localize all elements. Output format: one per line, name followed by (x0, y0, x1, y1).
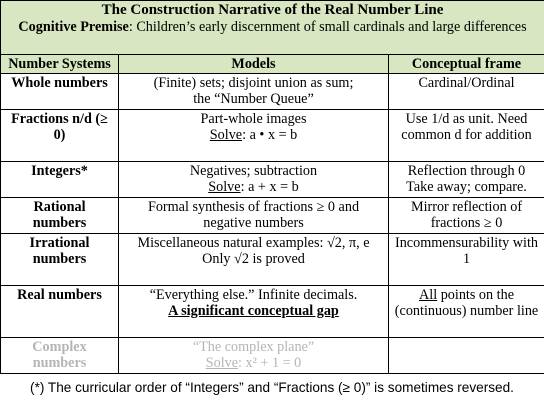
column-header-frame: Conceptual frame (389, 55, 544, 74)
premise-text: : Children’s early discernment of small cardinals and large differences (128, 19, 527, 35)
table-row (1, 338, 544, 374)
frame-cell (389, 162, 544, 198)
frame-cell (389, 338, 544, 374)
equation-text: : a • x = b (242, 127, 298, 143)
model-cell (119, 286, 389, 338)
frame-line: Incommensurability with 1 (394, 235, 539, 267)
model-line: Negatives; subtraction (189, 163, 318, 179)
all-label: All (419, 287, 438, 303)
model-line: Part-whole images (200, 111, 307, 127)
model-equation (123, 179, 384, 195)
cognitive-premise (5, 19, 540, 35)
system-name: Rational numbers (1, 198, 119, 234)
model-cell (119, 74, 389, 110)
table-row (1, 286, 544, 338)
table-row (1, 198, 544, 234)
table-row (1, 162, 544, 198)
model-line: “Everything else.” Infinite decimals. (149, 287, 358, 303)
model-line: Formal synthesis of fractions ≥ 0 and negative numbers (147, 199, 360, 231)
system-name: Integers* (1, 162, 119, 198)
system-name: Complex numbers (1, 338, 119, 374)
table-row (1, 74, 544, 110)
solve-label: Solve (205, 355, 239, 371)
equation-text: : a + x = b (240, 179, 299, 195)
frame-text: points on the (continuous) number line (394, 287, 539, 319)
frame-line (393, 287, 540, 319)
equation-text: : x² + 1 = 0 (238, 355, 302, 371)
table-row (1, 234, 544, 286)
model-equation (123, 355, 384, 371)
conceptual-gap-note: A significant conceptual gap (168, 303, 339, 319)
frame-line: Mirror reflection of fractions ≥ 0 (410, 199, 523, 231)
model-cell (119, 198, 389, 234)
table-header (1, 1, 544, 55)
system-name: Real numbers (1, 286, 119, 338)
table-title: The Construction Narrative of the Real Number Line (101, 2, 444, 18)
model-cell (119, 162, 389, 198)
frame-line: Take away; compare. (406, 179, 527, 195)
solve-label: Solve (209, 127, 243, 143)
model-cell (119, 338, 389, 374)
solve-label: Solve (208, 179, 241, 195)
model-cell (119, 234, 389, 286)
system-name: Whole numbers (1, 74, 119, 110)
frame-line: Reflection through 0 (407, 163, 526, 179)
frame-cell (389, 234, 544, 286)
table-row (1, 110, 544, 162)
footnote: (*) The curricular order of “Integers” and “Fractions (≥ 0)” is sometimes reversed. (30, 380, 514, 395)
column-header-models: Models (119, 55, 389, 74)
premise-label: Cognitive Premise (18, 19, 129, 35)
frame-line: Cardinal/Ordinal (418, 75, 515, 91)
system-name: Fractions n/d (≥ 0) (1, 110, 119, 162)
model-line: “The complex plane” (192, 339, 315, 355)
system-name: Irrational numbers (1, 234, 119, 286)
frame-cell (389, 110, 544, 162)
frame-line: Use 1/d as unit. Need common d for addition (401, 111, 532, 143)
model-line: (Finite) sets; disjoint union as sum; (153, 75, 354, 91)
model-cell (119, 110, 389, 162)
model-line: the “Number Queue” (193, 91, 314, 107)
frame-cell (389, 198, 544, 234)
column-header-systems: Number Systems (1, 55, 119, 74)
model-line: Miscellaneous natural examples: √2, π, e (137, 235, 370, 251)
model-equation (123, 127, 384, 143)
frame-cell (389, 74, 544, 110)
model-line: Only √2 is proved (202, 251, 305, 267)
frame-cell (389, 286, 544, 338)
